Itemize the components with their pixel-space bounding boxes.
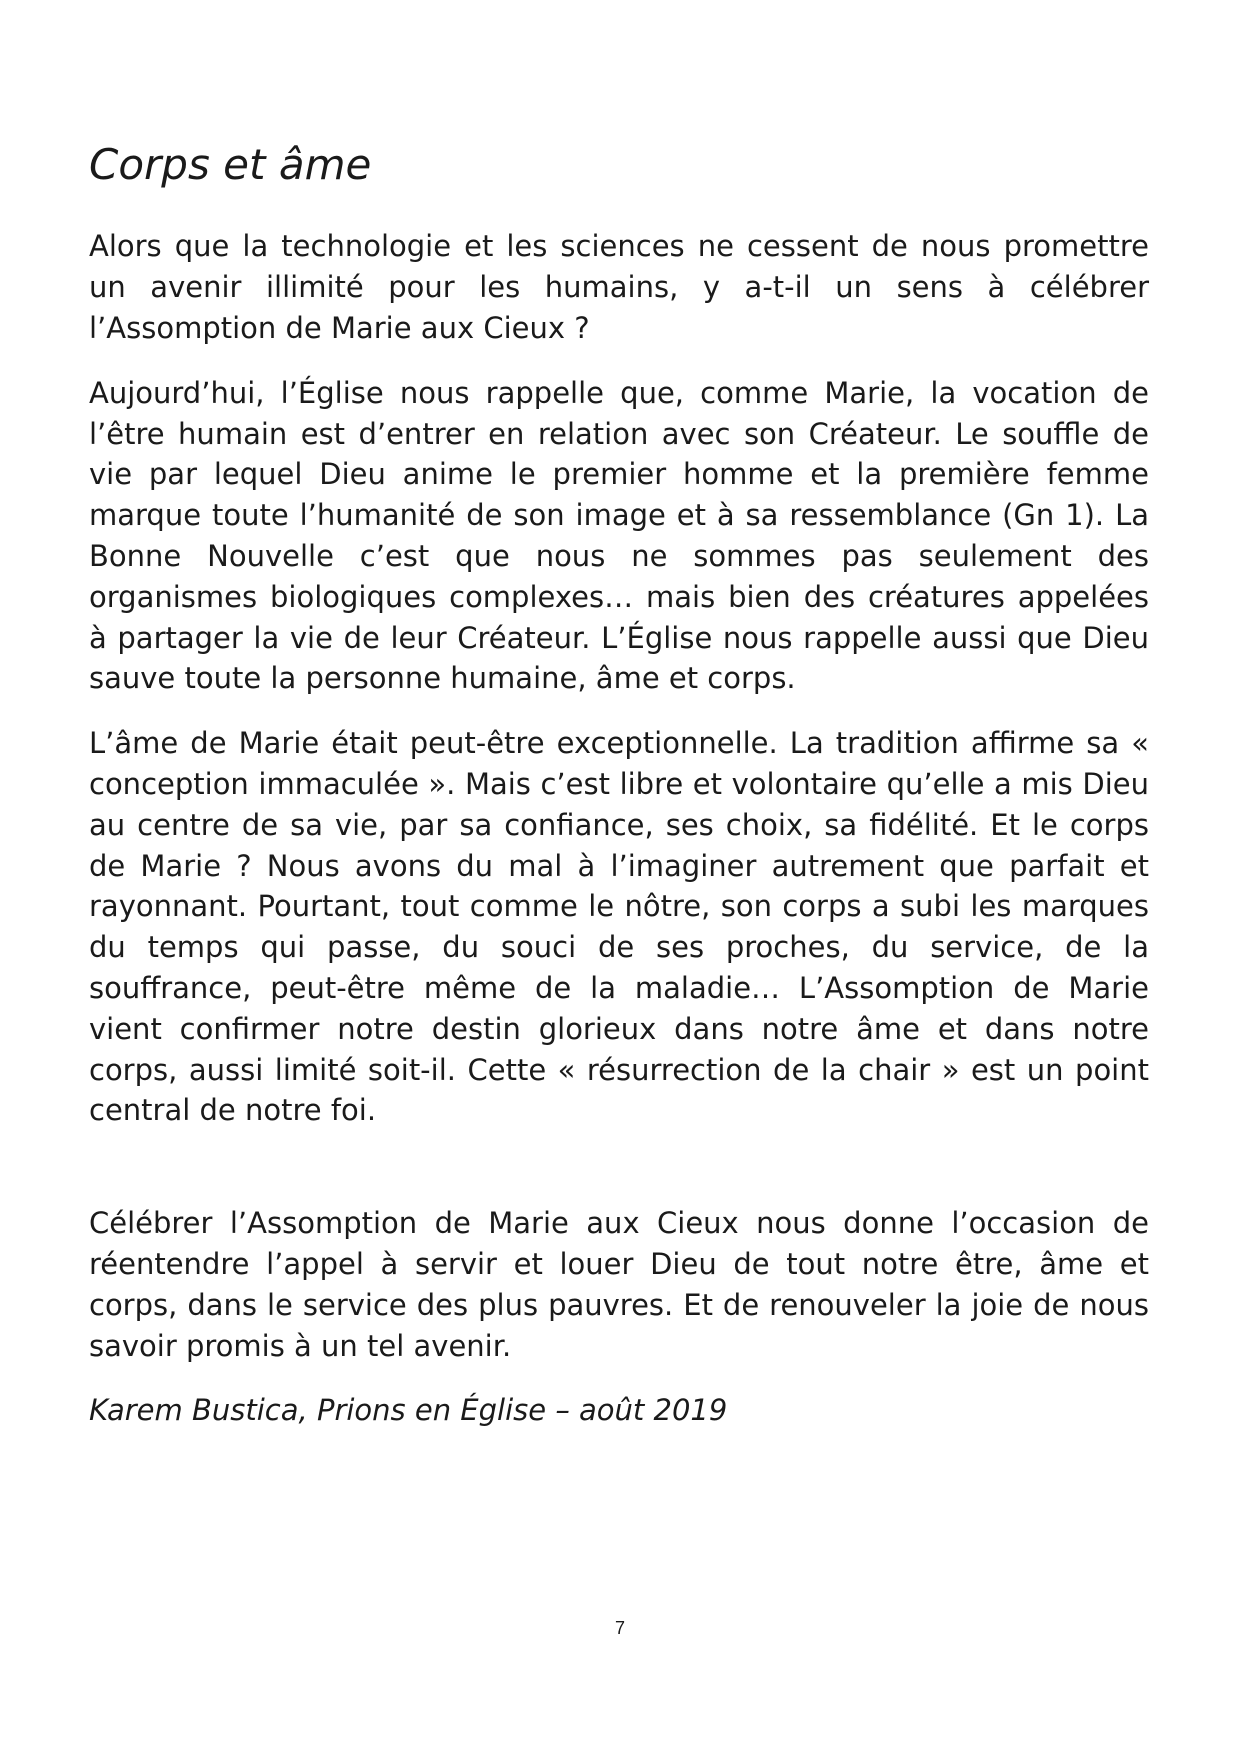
- paragraph-intro: Alors que la technologie et les sciences ne cessent de nous promettre un avenir illimité pour les humains, y a-t-il un sens à célébrer l’Assomption de Marie aux Cieux ?: [89, 229, 1149, 345]
- page-title: Corps et âme: [89, 140, 372, 189]
- paragraph-vocation: Aujourd’hui, l’Église nous rappelle que, comme Marie, la vocation de l’être humain est d’entrer en relation avec son Créateur. Le souffle de vie par lequel Dieu anime le premier homme et la première femme marque toute l’humanité de son image et à sa ressemblance (Gn 1). La Bonne Nouvelle c’est que nous ne sommes pas seulement des organismes biologiques complexes… mais bien des créatures appelées à partager la vie de leur Créateur. L’Église nous rappelle aussi que Dieu sauve toute la personne humaine, âme et corps.: [89, 375, 1149, 696]
- page-number: 7: [614, 1618, 625, 1638]
- signature: Karem Bustica, Prions en Église – août 2019: [89, 1393, 728, 1428]
- paragraph-celebration: Célébrer l’Assomption de Marie aux Cieux nous donne l’occasion de réentendre l’appel à servir et louer Dieu de tout notre être, âme et corps, dans le service des plus pauvres. Et de renouveler la joie de nous savoir promis à un tel avenir.: [89, 1206, 1149, 1363]
- paragraph-marie: L’âme de Marie était peut-être exceptionnelle. La tradition affirme sa « conception immaculée ». Mais c’est libre et volontaire qu’elle a mis Dieu au centre de sa vie, par sa confiance, ses choix, sa fidélité. Et le corps de Marie ? Nous avons du mal à l’imaginer autrement que parfait et rayonnant. Pourtant, tout comme le nôtre, son corps a subi les marques du temps qui passe, du souci de ses proches, du service, de la souffrance, peut-être même de la maladie… L’Assomption de Marie vient confirmer notre destin glorieux dans notre âme et dans notre corps, aussi limité soit-il. Cette « résurrection de la chair » est un point central de notre foi.: [89, 726, 1149, 1128]
- document-page: [89, 140, 1149, 1431]
